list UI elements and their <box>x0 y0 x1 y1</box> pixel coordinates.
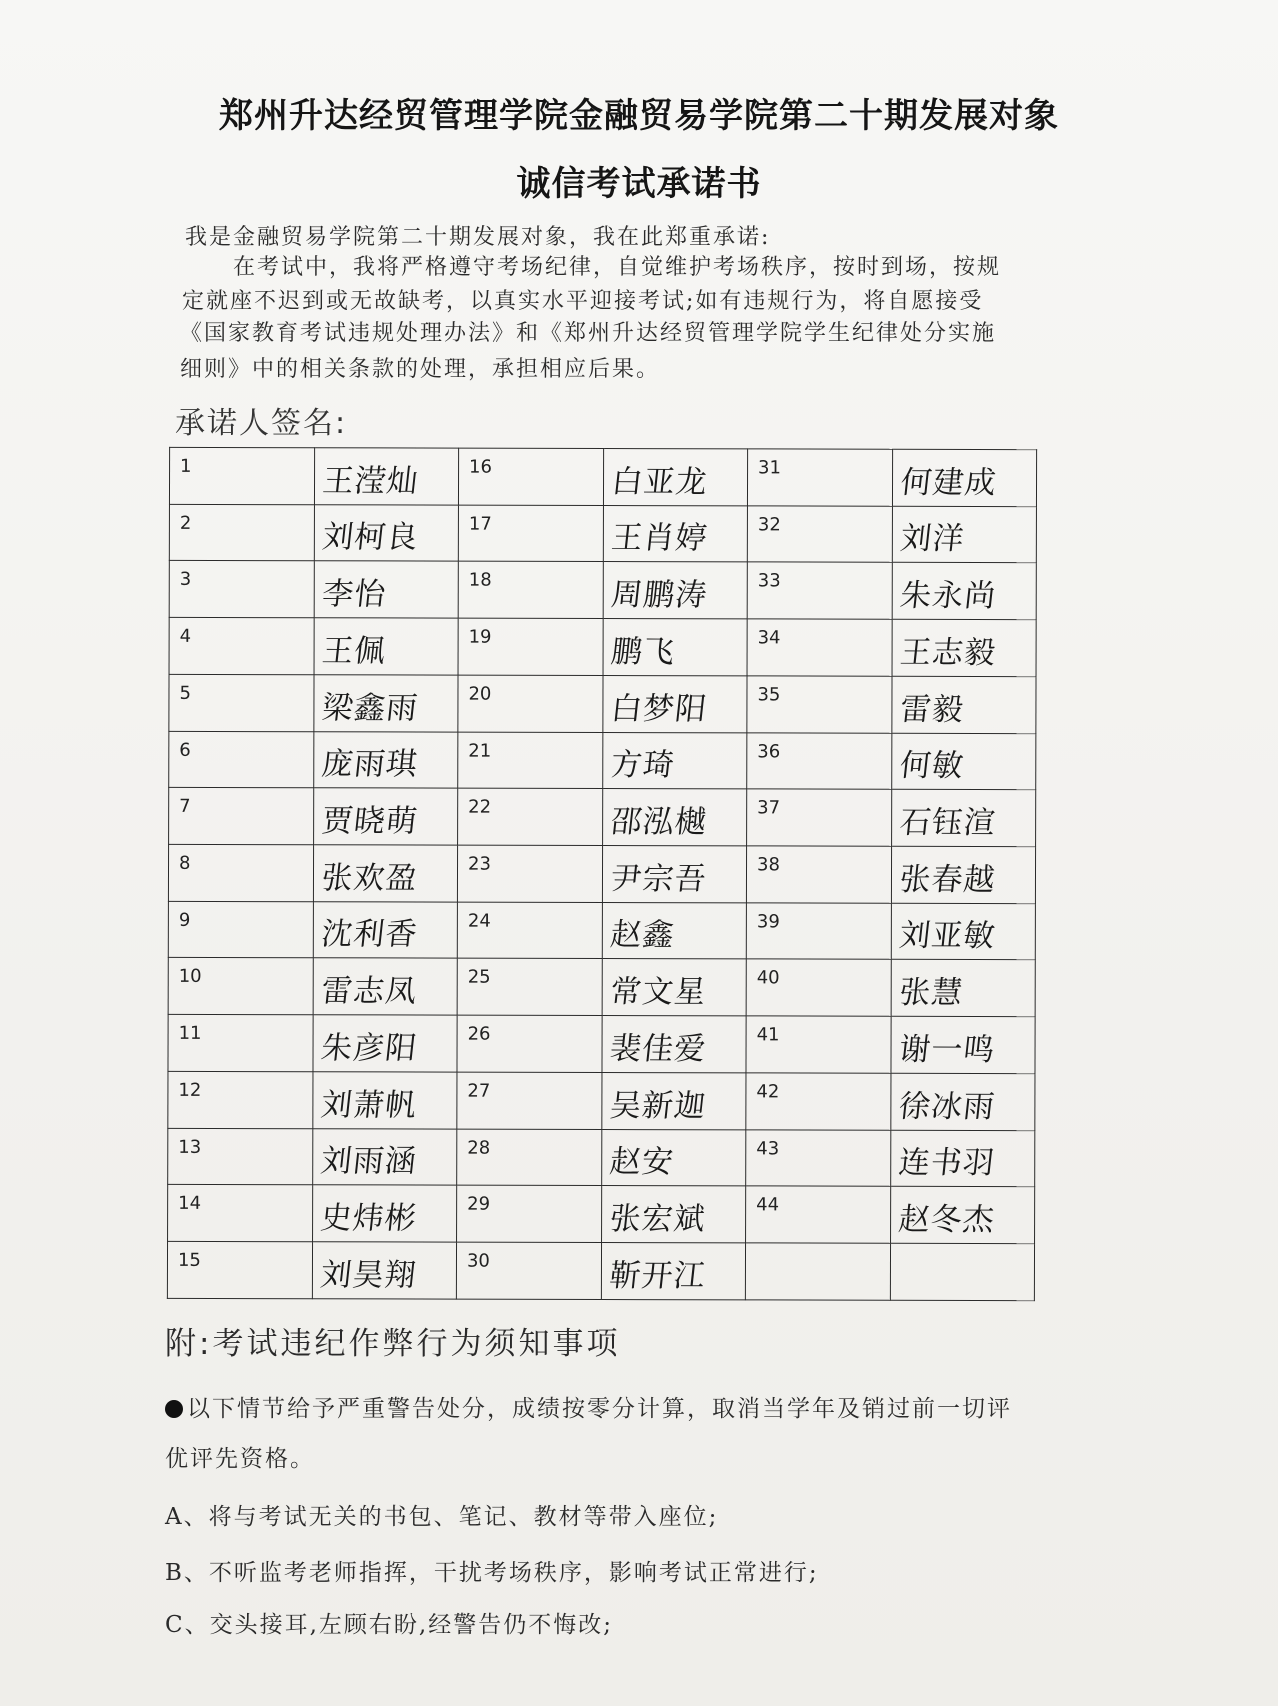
signature-number-cell <box>456 1242 601 1299</box>
signature-cell <box>602 732 747 789</box>
signature-name: 雷毅 <box>897 691 966 728</box>
signature-number: 18 <box>468 570 492 592</box>
signature-name: 谢一鸣 <box>896 1031 997 1068</box>
table-row <box>168 1128 1035 1187</box>
signature-number-cell <box>168 1071 313 1128</box>
signature-cell <box>313 675 458 732</box>
signature-number: 36 <box>757 741 781 763</box>
signature-number-cell <box>457 845 602 902</box>
signature-number: 41 <box>756 1024 780 1046</box>
signature-cell <box>891 960 1036 1017</box>
signature-number: 13 <box>178 1136 202 1158</box>
signature-number: 14 <box>178 1193 202 1215</box>
pledge-line-2: 在考试中，我将严格遵守考场纪律，自觉维护考场秩序，按时到场，按规 <box>233 255 1002 280</box>
signature-name: 连书羽 <box>896 1145 997 1182</box>
signature-number: 8 <box>178 852 191 874</box>
signature-number-cell <box>169 788 314 845</box>
signature-cell <box>892 563 1037 620</box>
table-row <box>168 901 1035 960</box>
signature-table <box>167 447 1037 1301</box>
signature-number-cell <box>747 449 892 506</box>
signature-cell <box>313 788 458 845</box>
signature-name: 刘亚敏 <box>897 918 997 955</box>
signature-number: 5 <box>179 682 191 704</box>
signature-number: 30 <box>466 1250 490 1272</box>
signature-number-cell <box>169 504 314 561</box>
signature-name: 李怡 <box>319 576 388 613</box>
signature-number-cell <box>457 1072 602 1129</box>
signature-name: 王滢灿 <box>320 462 421 500</box>
signature-name: 刘昊翔 <box>318 1257 419 1294</box>
table-row <box>169 731 1036 790</box>
signature-number-cell <box>169 731 314 788</box>
signature-name: 史炜彬 <box>318 1200 419 1237</box>
signature-name: 鹏飞 <box>608 633 677 671</box>
signature-cell <box>601 1016 746 1073</box>
notice-item-c: C、交头接耳,左顾右盼,经警告仍不悔改; <box>165 1612 613 1638</box>
signature-cell <box>891 733 1036 790</box>
signer-label: 承诺人签名: <box>175 406 348 441</box>
signature-name: 王佩 <box>319 633 388 670</box>
bullet-dot-icon <box>165 1400 183 1418</box>
notice-item-b: B、不听监考老师指挥，干扰考场秩序，影响考试正常进行; <box>165 1560 819 1586</box>
table-row <box>169 788 1036 847</box>
signature-name: 周鹏涛 <box>608 577 709 614</box>
signature-name: 庞雨琪 <box>319 746 420 783</box>
signature-name: 何敏 <box>897 748 966 785</box>
table-row <box>168 1015 1035 1074</box>
signature-name: 何建成 <box>898 464 999 501</box>
signature-number: 37 <box>757 797 781 819</box>
signature-cell <box>892 619 1037 676</box>
signature-cell <box>602 789 747 846</box>
signature-cell <box>602 959 747 1016</box>
signature-number-cell <box>458 675 603 732</box>
document-subtitle: 诚信考试承诺书 <box>516 164 762 204</box>
signature-number-cell <box>168 901 313 958</box>
signature-number-cell <box>457 1129 602 1186</box>
signature-name: 徐冰雨 <box>896 1088 997 1125</box>
signature-cell <box>312 1128 457 1185</box>
pledge-line-5: 细则》中的相关条款的处理，承担相应后果。 <box>180 357 661 382</box>
signature-cell <box>314 504 459 561</box>
document-title: 郑州升达经贸管理学院金融贸易学院第二十期发展对象 <box>219 96 1059 136</box>
signature-number-cell <box>457 1015 602 1072</box>
signature-cell <box>890 1130 1035 1187</box>
signature-number: 28 <box>467 1137 491 1159</box>
signature-number-cell <box>746 846 891 903</box>
signature-name: 张慧 <box>896 974 965 1012</box>
signature-number-cell <box>458 562 603 619</box>
signature-number-cell <box>747 789 892 846</box>
signature-number: 27 <box>467 1080 491 1102</box>
signature-number: 33 <box>757 570 781 592</box>
pledge-line-4: 《国家教育考试违规处理办法》和《郑州升达经贸管理学院学生纪律处分实施 <box>180 321 997 346</box>
table-row <box>167 1241 1034 1300</box>
signature-cell <box>603 505 748 562</box>
signature-number: 35 <box>757 684 781 706</box>
signature-number: 44 <box>756 1194 780 1216</box>
pledge-line-1: 我是金融贸易学院第二十期发展对象，我在此郑重承诺: <box>185 225 771 250</box>
signature-cell <box>313 958 458 1015</box>
signature-cell <box>890 1187 1035 1244</box>
signature-cell <box>891 676 1036 733</box>
signature-number: 31 <box>758 457 781 479</box>
signature-number: 1 <box>180 455 192 477</box>
signature-name: 朱彦阳 <box>318 1030 419 1067</box>
signature-number-cell <box>169 618 314 675</box>
signature-cell <box>313 901 458 958</box>
signature-number: 17 <box>468 513 492 535</box>
signature-number-cell <box>746 1073 891 1130</box>
signature-cell <box>890 1243 1035 1300</box>
signature-name: 沈利香 <box>319 916 419 953</box>
signature-name: 朱永尚 <box>897 577 998 615</box>
signature-name: 贾晓萌 <box>319 803 420 840</box>
signature-number-cell <box>747 562 892 619</box>
signature-number-cell <box>746 1186 891 1243</box>
signature-name: 张春越 <box>897 861 998 898</box>
signature-number: 19 <box>468 626 492 648</box>
signature-number-cell <box>168 1185 313 1242</box>
table-row <box>168 1071 1035 1130</box>
signature-number-cell <box>457 902 602 959</box>
signature-number: 2 <box>179 512 192 534</box>
signature-number-cell <box>169 674 314 731</box>
signature-number: 22 <box>468 796 492 819</box>
signature-number-cell <box>746 959 891 1016</box>
signature-name: 尹宗吾 <box>608 860 709 898</box>
table-row <box>169 674 1036 733</box>
signature-name: 刘洋 <box>898 521 966 558</box>
signature-cell <box>601 1072 746 1129</box>
signature-cell <box>601 1243 746 1300</box>
signature-number-cell <box>458 788 603 845</box>
signature-cell <box>603 562 748 619</box>
signature-name: 邵泓樾 <box>608 804 709 841</box>
signature-number-cell <box>747 676 892 733</box>
signature-number-cell <box>168 844 313 901</box>
signature-number: 26 <box>467 1023 491 1045</box>
signature-name: 王肖婷 <box>609 520 709 557</box>
signature-number: 42 <box>756 1081 780 1103</box>
signature-cell <box>602 675 747 732</box>
table-row <box>169 618 1036 677</box>
signature-number: 11 <box>178 1023 202 1045</box>
signature-number: 24 <box>467 910 491 932</box>
signature-name: 张宏斌 <box>607 1201 708 1238</box>
signature-number-cell <box>458 448 603 505</box>
table-row <box>169 561 1036 620</box>
signature-number-cell <box>168 1128 313 1185</box>
signature-number: 16 <box>469 456 492 478</box>
signature-number: 12 <box>178 1079 202 1101</box>
signature-cell <box>890 1073 1035 1130</box>
pledge-line-3: 定就座不迟到或无故缺考，以真实水平迎接考试;如有违规行为，将自愿接受 <box>182 289 984 314</box>
signature-name: 刘雨涵 <box>318 1143 419 1180</box>
signature-name: 王志毅 <box>897 634 998 671</box>
signature-cell <box>603 449 748 506</box>
signature-number: 39 <box>756 911 780 933</box>
signature-cell <box>602 902 747 959</box>
signature-cell <box>892 506 1037 563</box>
signature-number-cell <box>458 505 603 562</box>
signature-name: 梁鑫雨 <box>319 689 420 727</box>
notice-title: 附:考试违纪作弊行为须知事项 <box>165 1326 621 1362</box>
signature-number: 20 <box>468 683 492 705</box>
signature-number-cell <box>747 506 892 563</box>
table-row <box>169 447 1036 506</box>
table-row <box>168 1185 1035 1244</box>
notice-bullet-text: 以下情节给予严重警告处分，成绩按零分计算，取消当学年及销过前一切评 <box>187 1396 1012 1422</box>
signature-number-cell <box>746 903 891 960</box>
signature-number: 40 <box>756 967 780 989</box>
signature-name: 常文星 <box>607 974 708 1011</box>
signature-name: 张欢盈 <box>319 860 420 897</box>
signature-number: 25 <box>467 967 491 989</box>
signature-cell <box>312 1015 457 1072</box>
signature-number: 3 <box>179 569 192 591</box>
signature-number-cell <box>169 447 314 504</box>
signature-name: 刘柯良 <box>320 519 420 556</box>
signature-number: 15 <box>177 1249 201 1272</box>
signature-cell <box>890 1016 1035 1073</box>
signature-number-cell <box>745 1243 890 1300</box>
signature-number: 9 <box>178 909 191 931</box>
signature-number: 32 <box>757 514 781 536</box>
signature-cell <box>602 846 747 903</box>
signature-number-cell <box>746 1016 891 1073</box>
signature-number-cell <box>457 1185 602 1242</box>
signature-cell <box>603 619 748 676</box>
notice-bullet-line-1 <box>165 1390 1012 1423</box>
signature-name: 方琦 <box>608 747 677 784</box>
signature-number: 4 <box>179 626 192 648</box>
notice-item-a: A、将与考试无关的书包、笔记、教材等带入座位; <box>165 1504 719 1530</box>
table-row <box>169 504 1036 563</box>
signature-number-cell <box>168 958 313 1015</box>
signature-name: 赵安 <box>607 1144 676 1181</box>
signature-name: 赵冬杰 <box>896 1201 997 1239</box>
signature-cell <box>601 1129 746 1186</box>
notice-bullet-line-2: 优评先资格。 <box>165 1446 315 1472</box>
signature-cell <box>892 449 1037 506</box>
signature-cell <box>891 790 1036 847</box>
signature-number-cell <box>457 959 602 1016</box>
signature-cell <box>313 731 458 788</box>
signature-number-cell <box>458 618 603 675</box>
table-row <box>168 958 1035 1017</box>
signature-number-cell <box>746 1130 891 1187</box>
signature-cell <box>314 561 459 618</box>
signature-number: 23 <box>467 853 491 875</box>
signature-name: 靳开江 <box>607 1258 708 1295</box>
signature-number: 6 <box>179 739 191 761</box>
signature-cell <box>314 618 459 675</box>
signature-number: 10 <box>178 966 202 988</box>
signature-name: 刘萧帆 <box>318 1086 419 1124</box>
signature-number: 34 <box>757 627 781 649</box>
signature-number-cell <box>167 1241 312 1298</box>
signature-name: 吴新迦 <box>607 1087 708 1124</box>
signature-number-cell <box>168 1015 313 1072</box>
signature-number: 7 <box>179 796 191 818</box>
signature-name: 白梦阳 <box>608 690 709 727</box>
signature-name: 石钰渲 <box>897 804 998 842</box>
signature-cell <box>313 845 458 902</box>
signature-number: 29 <box>467 1193 491 1216</box>
signature-cell <box>312 1185 457 1242</box>
signature-cell <box>891 903 1036 960</box>
signature-name: 白亚龙 <box>609 463 710 500</box>
signature-name: 雷志凤 <box>318 973 419 1010</box>
signature-cell <box>312 1072 457 1129</box>
signature-number-cell <box>458 732 603 789</box>
signature-name: 裴佳爱 <box>607 1030 708 1068</box>
table-row <box>168 844 1035 903</box>
signature-cell <box>601 1186 746 1243</box>
signature-number: 38 <box>756 854 780 876</box>
signature-cell <box>312 1242 457 1299</box>
signature-name: 赵鑫 <box>608 917 676 954</box>
signature-number: 21 <box>468 740 492 762</box>
signature-cell <box>891 846 1036 903</box>
signature-number: 43 <box>756 1138 780 1160</box>
signature-cell <box>314 448 459 505</box>
signature-number-cell <box>169 561 314 618</box>
signature-number-cell <box>747 732 892 789</box>
signature-number-cell <box>747 619 892 676</box>
